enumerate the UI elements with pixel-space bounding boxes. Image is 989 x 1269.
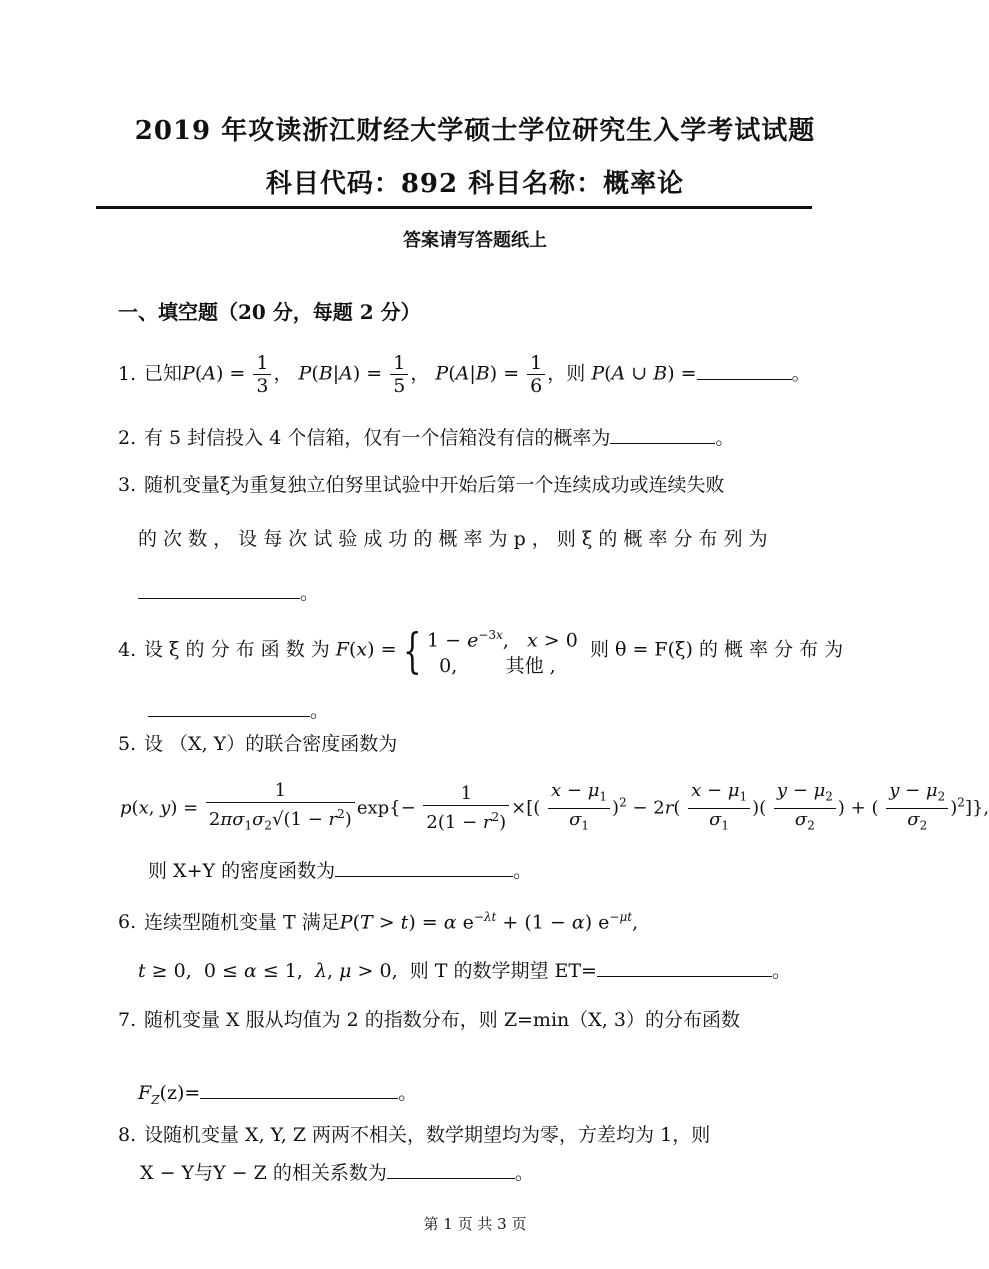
question-4-line2: 。 [148,698,329,724]
question-6: 6. 连续型随机变量 T 满足P(T > t) = α $e^{-\lambda t} + (1 - \alpha)$ $e^{-\mu t}$, [118,910,639,934]
answer-blank[interactable] [597,958,772,977]
answer-blank[interactable] [200,1080,398,1099]
question-text: 有 5 封信投入 4 个信箱，仅有一个信箱没有信的概率为 [144,427,611,449]
question-8: 8. 设随机变量 X, Y, Z 两两不相关，数学期望均为零，方差均为 1，则 [118,1124,711,1146]
exam-title: 2019 年攻读浙江财经大学硕士学位研究生入学考试试题 [134,116,816,146]
question-6-line2: t ≥ 0, 0 ≤ α ≤ 1, λ, μ > 0, 则 T 的数学期望 ET= 。 [138,960,791,982]
question-1: 1. 已知P(A) = $\frac{1}{3}$ ， P(B|A) = $\frac{1}{5}$ ， P(A|B) = $\frac{1}{6}$ ，则 P(A ∪ B) = 。 [118,352,811,397]
question-5: 5. 设 （X, Y）的联合密度函数为 [118,733,398,755]
question-3-line3: 。 [138,580,319,606]
question-text: 连续型随机变量 T 满足 [144,911,340,934]
question-4: 4. 设 ξ 的 分 布 函 数 为 F(x) = { $1 - e^{-3x}$, x > 0 0, 其他 , 则 θ = F(ξ) 的 概 率 分 布 为 [118,622,844,679]
exam-subtitle: 科目代码：892 科目名称：概率论 [265,169,685,199]
fraction: $\frac{1}{3}$ [253,352,271,397]
question-text-b: 则 θ = F(ξ) 的 概 率 分 布 为 [589,638,844,661]
question-text-b: 则 X+Y 的密度函数为 [148,860,336,882]
question-text: 随机变量 X 服从均值为 2 的指数分布，则 Z=min（X, 3）的分布函数 [144,1009,740,1031]
question-3: 3. 随机变量ξ为重复独立伯努里试验中开始后第一个连续成功或连续失败 [118,474,725,496]
density-formula: p(x, y) = $\frac{1}{2\pi\sigma_1\sigma_2√(1 - r^2)}$ exp{− $\frac{1}{2(1 - r^2)}$ ×[( $\frac{x - \mu_1}{\sigma_1}$ )$^2$ − 2r( $\frac{x - \mu_1}{\sigma_1}$ )( $\frac{y - \mu_2}{\sigma_2}$ ) + ( $\frac{y - \mu_2}{\sigma_2}$ )$^2$]}, [120,780,989,833]
question-3-line2: 的 次 数 ， 设 每 次 试 验 成 功 的 概 率 为 p ， 则 ξ 的 概 率 分 布 列 为 [138,528,768,550]
answer-blank[interactable] [138,580,300,599]
piecewise: $1 - e^{-3x}$, x > 0 0, 其他 , [427,628,578,678]
section-heading: 一、填空题（20 分，每题 2 分） [118,300,421,324]
question-8-line2: X − Y与Y − Z 的相关系数为 。 [140,1162,534,1184]
question-7: 7. 随机变量 X 服从均值为 2 的指数分布，则 Z=min（X, 3）的分布函数 [118,1009,740,1031]
question-text: 随机变量ξ为重复独立伯努里试验中开始后第一个连续成功或连续失败 [144,474,725,496]
header-divider [96,206,812,209]
answer-blank[interactable] [610,425,715,444]
question-text-b: 则 T 的数学期望 ET= [409,960,597,982]
fraction: $\frac{1}{5}$ [390,352,408,397]
answer-blank[interactable] [697,361,792,380]
fraction: $\frac{1}{6}$ [527,352,545,397]
question-2: 2. 有 5 封信投入 4 个信箱，仅有一个信箱没有信的概率为 。 [118,427,735,449]
brace: { [402,622,421,679]
page-footer: 第 1 页 共 3 页 [423,1215,527,1233]
question-text: 设 ξ 的 分 布 函 数 为 [144,638,330,661]
question-7-line2: $F_Z(z)=$ 。 [138,1082,418,1107]
question-number: 1. [118,362,137,385]
question-text: 设随机变量 X, Y, Z 两两不相关，数学期望均为零，方差均为 1，则 [144,1124,711,1146]
answer-blank[interactable] [387,1160,515,1179]
question-text: 已知 [144,362,183,385]
answer-note: 答案请写答题纸上 [403,230,547,251]
question-5-line3: 则 X+Y 的密度函数为 。 [148,860,533,882]
answer-blank[interactable] [148,698,310,717]
question-text: 设 （X, Y）的联合密度函数为 [144,733,398,755]
answer-blank[interactable] [335,858,513,877]
